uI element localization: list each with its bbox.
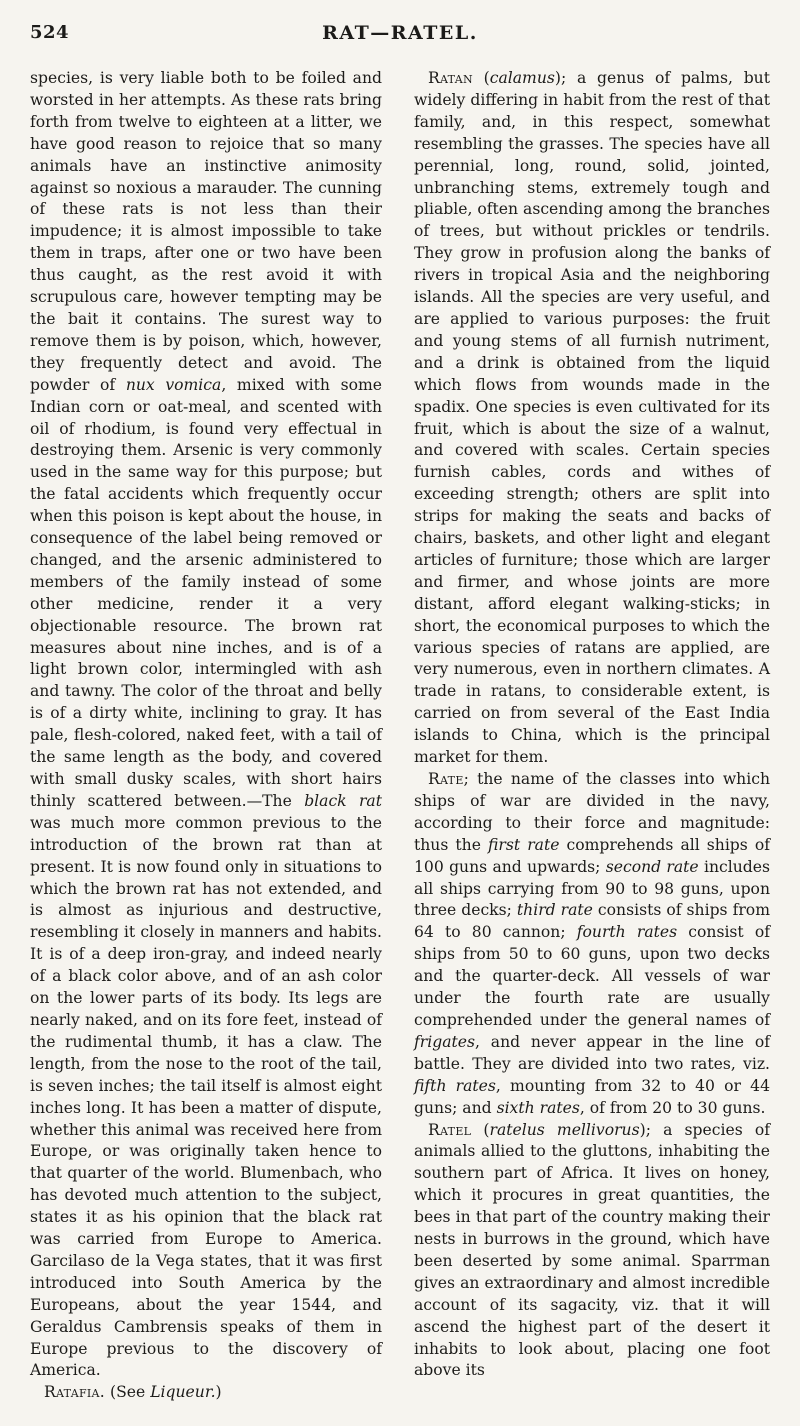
italic-term: fifth rates [414, 1076, 496, 1095]
text-run: includes all ships carrying from 90 to 98 guns, upon three decks; [414, 857, 770, 920]
italic-term: Liqueur. [150, 1383, 216, 1402]
entry-ratel [414, 1120, 770, 1383]
running-head: RAT—RATEL. [322, 22, 478, 44]
italic-term: third rate [516, 901, 593, 920]
text-run: consists of ships from 64 to 80 cannon; [414, 901, 770, 942]
italic-term: nux vomica [125, 375, 222, 394]
text-run: ) [215, 1383, 222, 1402]
entry-ratan [414, 68, 770, 769]
entry-rate [414, 769, 770, 1120]
right-column [414, 68, 770, 1382]
text-run: consist of ships from 50 to 60 guns, upon two decks and the quarter-deck. All vessels of war under the fourth rate are usually comprehended under the general names of [414, 923, 771, 1029]
text-run: ; the name of the classes into which ships of war are divided in the navy, according to their force and magnitude: thus the [414, 770, 770, 854]
page-header [30, 22, 770, 52]
text-run: , mixed with some Indian corn or oat-meal, and scented with oil of rhodium, is found very effectual in destroying them. Arsenic is very commonly used in the same way for this purpose; but the fatal accidents which frequently occur when this poison is kept about the house, in consequence of the label being removed or changed, and the arsenic administered to members of the family instead of some other medicine, render it a very objectionable resource. The brown rat measures about nine inches, and is of a light brown color, intermingled with ash and tawny. The color of the throat and belly is of a dirty white, inclining to gray. It has pale, flesh-colored, naked feet, with a tail of the same length as the body, and covered with small dusky scales, with short hairs thinly scattered between.—The [30, 375, 382, 810]
text-run: comprehends all ships of 100 guns and upwards; [414, 835, 771, 876]
text-run: ); a species of animals allied to the gluttons, inhabiting the southern part of Africa. It lives on honey, which it procures in great quantities, the bees in that part of the country making their nests in burrows in the ground, which have been deserted by some animal. Sparrman gives an extraordinary and almost incredible account of its sagacity, viz. that it will ascend the highest part of the desert it inhabits to look about, placing one foot above its [414, 1120, 770, 1380]
headword: Ratan [428, 69, 473, 87]
text-run: ( [471, 1120, 490, 1139]
italic-term: fourth rates [576, 923, 678, 942]
italic-term: black rat [304, 791, 382, 810]
italic-term: second rate [605, 857, 699, 876]
italic-term: frigates [414, 1032, 475, 1051]
italic-term: first rate [488, 835, 560, 854]
italic-term: calamus [489, 69, 555, 87]
headword: Ratafia. [44, 1383, 106, 1402]
text-run: , of from 20 to 30 guns. [579, 1098, 766, 1117]
left-column [30, 68, 382, 1404]
headword: Rate [428, 770, 464, 788]
text-run: species, is very liable both to be foiled and worsted in her attempts. As these rats bring forth from twelve to eighteen at a litter, we have good reason to rejoice that so many animals have an instinctive animosity against so noxious a marauder. The cunning of these rats is not less than their impudence; it is almost impossible to take them in traps, after one or two have been thus caught, as the rest avoid it with scrupulous care, however tempting may be the bait it contains. The surest way to remove them is by poison, which, however, they frequently detect and avoid. The powder of [30, 69, 382, 394]
paragraph-rat-continued [30, 68, 382, 1382]
text-run: ( [472, 69, 490, 87]
italic-term: sixth rates [496, 1098, 580, 1117]
text-run: , and never appear in the line of battle. They are divided into two rates, viz. [414, 1032, 770, 1073]
text-run: ); a genus of palms, but widely differing in habit from the rest of that family, and, in this respect, somewhat resembling the grasses. The species have all perennial, long, round, solid, jointed, unbranching stems, extremely tough and pliable, often ascending among the branches of trees, but without prickles or tendrils. They grow in profusion along the banks of rivers in tropical Asia and the neighboring islands. All the species are very useful, and are applied to various purposes: the fruit and young stems of all furnish nutriment, and a drink is obtained from the liquid which flows from wounds made in the spadix. One species is even cultivated for its fruit, which is about the size of a walnut, and covered with scales. Certain species furnish cables, cords and withes of exceeding strength; others are split into strips for making the seats and backs of chairs, baskets, and other light and elegant articles of furniture; those which are larger and firmer, and whose joints are more distant, afford elegant walking-sticks; in short, the economical purposes to which the various species of ratans are applied, are very numerous, even in northern climates. A trade in ratans, to considerable extent, is carried on from several of the East India islands to China, which is the principal market for them. [414, 69, 771, 767]
italic-term: ratelus mellivorus [489, 1120, 640, 1139]
text-run: , mounting from 32 to 40 or 44 guns; and [414, 1076, 771, 1117]
text-run: (See [105, 1383, 151, 1402]
page-number: 524 [30, 22, 70, 43]
headword: Ratel [428, 1120, 472, 1139]
text-run: was much more common previous to the introduction of the brown rat than at present. It is now found only in situations to which the brown rat has not extended, and is almost as injurious and destructive, resembling it closely in manners and habits. It is of a deep iron-gray, and indeed nearly of a black color above, and of an ash color on the lower parts of its body. Its legs are nearly naked, and on its fore feet, instead of the rudimental thumb, it has a claw. The length, from the nose to the root of the tail, is seven inches; the tail itself is almost eight inches long. It has been a matter of dispute, whether this animal was received here from Europe, or was originally taken hence to that quarter of the world. Blumenbach, who has devoted much attention to the subject, states it as his opinion that the black rat was carried from Europe to America. Garcilaso de la Vega states, that it was first introduced into South America by the Europeans, about the year 1544, and Geraldus Cambrensis speaks of them in Europe previous to the discovery of America. [30, 813, 382, 1380]
entry-ratafia [30, 1382, 382, 1404]
